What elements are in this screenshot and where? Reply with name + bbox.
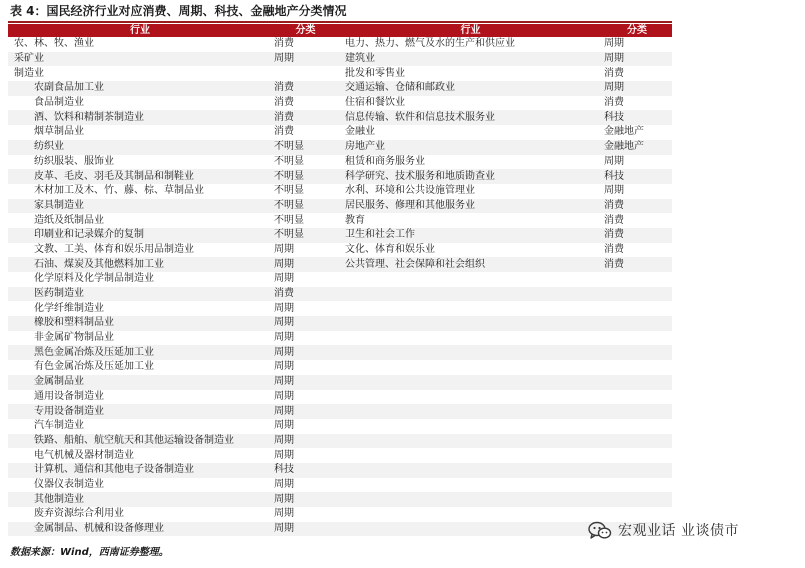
table-row <box>8 243 672 258</box>
category-cell-left: 不明显 <box>272 213 339 228</box>
industry-cell-left: 医药制造业 <box>8 287 272 302</box>
industry-cell-right <box>339 390 602 405</box>
category-cell-right <box>602 331 672 346</box>
table-row <box>8 492 672 507</box>
header-category-left: 分类 <box>272 24 339 37</box>
category-cell-left: 不明显 <box>272 169 339 184</box>
industry-cell-left: 造纸及纸制品业 <box>8 213 272 228</box>
industry-cell-right: 金融业 <box>339 125 602 140</box>
industry-cell-left: 汽车制造业 <box>8 419 272 434</box>
category-cell-left: 消费 <box>272 81 339 96</box>
category-cell-left: 周期 <box>272 507 339 522</box>
industry-cell-right: 公共管理、社会保障和社会组织 <box>339 257 602 272</box>
table-row <box>8 404 672 419</box>
category-cell-right <box>602 478 672 493</box>
category-cell-left: 周期 <box>272 419 339 434</box>
table-row <box>8 375 672 390</box>
industry-cell-right: 租赁和商务服务业 <box>339 155 602 170</box>
category-cell-right <box>602 287 672 302</box>
industry-cell-right <box>339 507 602 522</box>
category-cell-right <box>602 345 672 360</box>
category-cell-right: 消费 <box>602 213 672 228</box>
industry-cell-right: 文化、体育和娱乐业 <box>339 243 602 258</box>
industry-cell-left: 计算机、通信和其他电子设备制造业 <box>8 463 272 478</box>
header-category-right: 分类 <box>602 24 672 37</box>
industry-cell-right <box>339 345 602 360</box>
industry-cell-left: 电气机械及器材制造业 <box>8 448 272 463</box>
category-cell-left: 不明显 <box>272 199 339 214</box>
industry-cell-right <box>339 419 602 434</box>
table-row <box>8 301 672 316</box>
industry-cell-right <box>339 492 602 507</box>
watermark <box>588 521 739 541</box>
category-cell-left: 消费 <box>272 287 339 302</box>
category-cell-right <box>602 316 672 331</box>
category-cell-left: 周期 <box>272 331 339 346</box>
category-cell-right: 科技 <box>602 169 672 184</box>
industry-cell-left: 非金属矿物制品业 <box>8 331 272 346</box>
industry-cell-right <box>339 331 602 346</box>
table-row <box>8 125 672 140</box>
industry-cell-left: 化学纤维制造业 <box>8 301 272 316</box>
industry-cell-left: 制造业 <box>8 66 272 81</box>
industry-cell-left: 采矿业 <box>8 52 272 67</box>
industry-cell-left: 皮革、毛皮、羽毛及其制品和制鞋业 <box>8 169 272 184</box>
industry-cell-right <box>339 360 602 375</box>
category-cell-right <box>602 272 672 287</box>
category-cell-right <box>602 390 672 405</box>
category-cell-left: 周期 <box>272 478 339 493</box>
table-row <box>8 272 672 287</box>
category-cell-left: 周期 <box>272 448 339 463</box>
category-cell-left: 周期 <box>272 52 339 67</box>
table-row <box>8 316 672 331</box>
table-row <box>8 360 672 375</box>
table-row <box>8 66 672 81</box>
category-cell-right <box>602 301 672 316</box>
category-cell-right: 周期 <box>602 184 672 199</box>
category-cell-right: 消费 <box>602 228 672 243</box>
table-row <box>8 287 672 302</box>
industry-cell-right <box>339 301 602 316</box>
industry-cell-left: 废弃资源综合利用业 <box>8 507 272 522</box>
industry-cell-left: 通用设备制造业 <box>8 390 272 405</box>
table-row <box>8 228 672 243</box>
industry-cell-right <box>339 272 602 287</box>
category-cell-right <box>602 463 672 478</box>
category-cell-left: 周期 <box>272 390 339 405</box>
table-row <box>8 257 672 272</box>
industry-cell-right: 科学研究、技术服务和地质勘查业 <box>339 169 602 184</box>
category-cell-right <box>602 492 672 507</box>
industry-cell-left: 金属制品业 <box>8 375 272 390</box>
category-cell-right <box>602 448 672 463</box>
table-row <box>8 155 672 170</box>
table-header-row <box>8 24 672 37</box>
industry-cell-left: 石油、煤炭及其他燃料加工业 <box>8 257 272 272</box>
table-row <box>8 140 672 155</box>
table-row <box>8 37 672 52</box>
category-cell-right: 周期 <box>602 81 672 96</box>
category-cell-right <box>602 375 672 390</box>
industry-cell-right: 教育 <box>339 213 602 228</box>
table-body <box>8 37 672 536</box>
industry-cell-left: 纺织业 <box>8 140 272 155</box>
category-cell-right <box>602 434 672 449</box>
category-cell-left: 科技 <box>272 463 339 478</box>
category-cell-left: 消费 <box>272 37 339 52</box>
table-row <box>8 331 672 346</box>
table-row <box>8 213 672 228</box>
table-row <box>8 184 672 199</box>
industry-cell-right: 批发和零售业 <box>339 66 602 81</box>
category-cell-left: 消费 <box>272 110 339 125</box>
industry-cell-left: 文教、工美、体育和娱乐用品制造业 <box>8 243 272 258</box>
industry-cell-right <box>339 463 602 478</box>
table-row <box>8 390 672 405</box>
industry-cell-left: 化学原料及化学制品制造业 <box>8 272 272 287</box>
industry-cell-right <box>339 287 602 302</box>
category-cell-left: 消费 <box>272 125 339 140</box>
category-cell-left: 周期 <box>272 404 339 419</box>
table-row <box>8 345 672 360</box>
category-cell-right: 金融地产 <box>602 140 672 155</box>
industry-cell-left: 有色金属冶炼及压延加工业 <box>8 360 272 375</box>
wechat-icon <box>588 521 612 541</box>
industry-cell-right <box>339 434 602 449</box>
table-row <box>8 419 672 434</box>
industry-cell-right <box>339 478 602 493</box>
industry-cell-left: 仪器仪表制造业 <box>8 478 272 493</box>
category-cell-left: 不明显 <box>272 184 339 199</box>
industry-cell-right <box>339 448 602 463</box>
category-cell-right: 周期 <box>602 155 672 170</box>
category-cell-right <box>602 507 672 522</box>
table-row <box>8 448 672 463</box>
category-cell-left: 不明显 <box>272 228 339 243</box>
category-cell-right: 金融地产 <box>602 125 672 140</box>
category-cell-left <box>272 66 339 81</box>
category-cell-right: 消费 <box>602 257 672 272</box>
industry-cell-left: 其他制造业 <box>8 492 272 507</box>
industry-cell-left: 橡胶和塑料制品业 <box>8 316 272 331</box>
industry-cell-left: 木材加工及木、竹、藤、棕、草制品业 <box>8 184 272 199</box>
category-cell-left: 周期 <box>272 257 339 272</box>
industry-cell-right <box>339 404 602 419</box>
category-cell-right <box>602 360 672 375</box>
category-cell-left: 周期 <box>272 492 339 507</box>
category-cell-left: 周期 <box>272 345 339 360</box>
category-cell-right <box>602 404 672 419</box>
category-cell-left: 消费 <box>272 96 339 111</box>
category-cell-left: 周期 <box>272 272 339 287</box>
table-row <box>8 434 672 449</box>
watermark-text: 宏观业话 业谈债市 <box>618 523 739 539</box>
table-row <box>8 110 672 125</box>
table-row <box>8 478 672 493</box>
table-row <box>8 169 672 184</box>
industry-cell-left: 黑色金属冶炼及压延加工业 <box>8 345 272 360</box>
table-row <box>8 81 672 96</box>
industry-cell-left: 食品制造业 <box>8 96 272 111</box>
category-cell-right: 周期 <box>602 37 672 52</box>
table-row <box>8 96 672 111</box>
category-cell-left: 周期 <box>272 301 339 316</box>
category-cell-left: 周期 <box>272 243 339 258</box>
industry-cell-right: 房地产业 <box>339 140 602 155</box>
category-cell-left: 周期 <box>272 316 339 331</box>
category-cell-left: 不明显 <box>272 140 339 155</box>
industry-cell-right <box>339 522 602 537</box>
title-divider <box>8 21 672 23</box>
industry-cell-left: 纺织服装、服饰业 <box>8 155 272 170</box>
table-title: 表 4：国民经济行业对应消费、周期、科技、金融地产分类情况 <box>10 4 347 18</box>
category-cell-left: 周期 <box>272 360 339 375</box>
category-cell-left: 不明显 <box>272 155 339 170</box>
industry-cell-right: 水利、环境和公共设施管理业 <box>339 184 602 199</box>
source-note: 数据来源：Wind，西南证券整理。 <box>10 547 169 558</box>
industry-cell-right: 建筑业 <box>339 52 602 67</box>
industry-cell-left: 烟草制品业 <box>8 125 272 140</box>
table-row <box>8 522 672 537</box>
industry-cell-right: 卫生和社会工作 <box>339 228 602 243</box>
industry-cell-right <box>339 316 602 331</box>
table-row <box>8 52 672 67</box>
category-cell-right: 消费 <box>602 199 672 214</box>
industry-cell-right: 住宿和餐饮业 <box>339 96 602 111</box>
category-cell-right: 科技 <box>602 110 672 125</box>
industry-classification-table <box>8 24 672 536</box>
table-row <box>8 507 672 522</box>
category-cell-right: 周期 <box>602 52 672 67</box>
category-cell-right: 消费 <box>602 66 672 81</box>
industry-cell-right: 居民服务、修理和其他服务业 <box>339 199 602 214</box>
industry-cell-right <box>339 375 602 390</box>
industry-cell-left: 铁路、船舶、航空航天和其他运输设备制造业 <box>8 434 272 449</box>
header-industry-left: 行业 <box>8 24 272 37</box>
industry-cell-right: 电力、热力、燃气及水的生产和供应业 <box>339 37 602 52</box>
category-cell-left: 周期 <box>272 375 339 390</box>
header-industry-right: 行业 <box>339 24 602 37</box>
industry-cell-left: 酒、饮料和精制茶制造业 <box>8 110 272 125</box>
industry-cell-left: 农副食品加工业 <box>8 81 272 96</box>
industry-cell-left: 金属制品、机械和设备修理业 <box>8 522 272 537</box>
table-row <box>8 463 672 478</box>
industry-cell-left: 家具制造业 <box>8 199 272 214</box>
table-row <box>8 199 672 214</box>
industry-cell-right: 交通运输、仓储和邮政业 <box>339 81 602 96</box>
category-cell-right: 消费 <box>602 243 672 258</box>
category-cell-right: 消费 <box>602 96 672 111</box>
category-cell-right <box>602 419 672 434</box>
industry-cell-left: 印刷业和记录媒介的复制 <box>8 228 272 243</box>
category-cell-left: 周期 <box>272 522 339 537</box>
category-cell-left: 周期 <box>272 434 339 449</box>
industry-cell-right: 信息传输、软件和信息技术服务业 <box>339 110 602 125</box>
industry-cell-left: 农、林、牧、渔业 <box>8 37 272 52</box>
industry-cell-left: 专用设备制造业 <box>8 404 272 419</box>
